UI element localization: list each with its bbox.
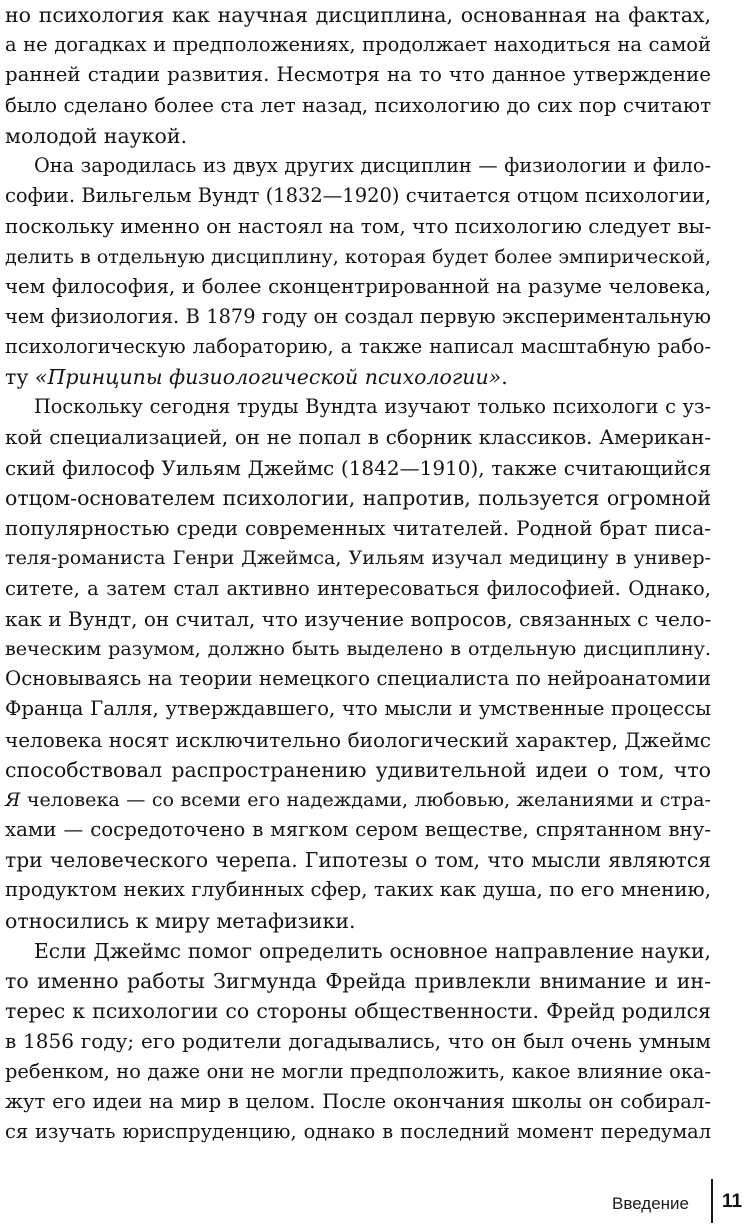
text-line: Франца Галля, утверждавшего, что мысли и умственные процессы [5, 697, 711, 721]
text-fragment: человека — со всеми его надеждами, любовью, желаниями и стра- [20, 787, 711, 811]
text-line: ский философ Уильям Джеймс (1842—1910), также считающийся [5, 455, 711, 480]
page-footer [0, 1183, 745, 1229]
page-body-text [5, 0, 711, 1147]
text-line: отцом-основателем психологии, напротив, пользуется огромной [5, 486, 711, 510]
text-line: Если Джеймс помог определить основное направление науки, [34, 938, 711, 963]
text-line: чем философия, и более сконцентрированной на разуме человека, [5, 274, 711, 298]
paragraph-2 [5, 151, 711, 393]
text-fragment: ту [5, 365, 35, 390]
text-line: Основываясь на теории немецкого специалиста по нейроанатомии [5, 667, 711, 691]
text-line: то именно работы Зигмунда Фрейда привлекли внимание и ин- [5, 969, 711, 993]
text-line: молодой наукой. [5, 123, 188, 148]
text-line: ребенком, но даже они не могли предположить, какое влияние ока- [5, 1059, 711, 1083]
text-line: софии. Вильгельм Вундт (1832—1920) считается отцом психологии, [5, 184, 712, 208]
text-line: веческим разумом, должно быть выделено в отдельную дисциплину. [5, 636, 711, 660]
text-line: в 1856 году; его родители догадывались, что он был очень умным [5, 1029, 711, 1054]
text-line: кой специализацией, он не попал в сборник классиков. Американ- [5, 425, 711, 449]
text-line: а не догадках и предположениях, продолжает находиться на самой [5, 33, 711, 57]
paragraph-3 [5, 392, 711, 935]
text-line: теля-романиста Генри Джеймса, Уильям изучал медицину в универ- [5, 546, 711, 570]
text-line-with-italic-pronoun [5, 785, 711, 815]
text-line: как и Вундт, он считал, что изучение вопросов, связанных с чело- [5, 606, 712, 631]
text-line: жут его идеи на мир в целом. После окончания школы он собирал- [5, 1089, 711, 1113]
book-title: «Принципы физиологической психологии» [34, 365, 502, 390]
text-line: популярностью среди современных читателей. Родной брат писа- [5, 516, 711, 541]
footer-divider [711, 1179, 713, 1223]
paragraph-1 [5, 0, 711, 151]
section-title: Введение [612, 1194, 689, 1213]
text-line: Поскольку сегодня труды Вундта изучают только психологи с уз- [34, 395, 711, 419]
text-line: психологическую лабораторию, а также написал масштабную рабо- [5, 335, 711, 359]
text-line: способствовал распространению удивительной идеи о том, что [5, 757, 711, 782]
text-line: терес к психологии со стороны общественности. Фрейд родился [5, 999, 711, 1024]
text-line: три человеческого черепа. Гипотезы о том, что мысли являются [5, 848, 711, 873]
text-line: человека носят исключительно биологический характер, Джеймс [5, 727, 711, 752]
paragraph-4 [5, 936, 711, 1147]
text-line: делить в отдельную дисциплину, которая будет более эмпирической, [5, 244, 712, 268]
text-line: ся изучать юриспруденцию, однако в последний момент передумал [5, 1119, 711, 1143]
page-number: 11 [722, 1191, 743, 1212]
italic-pronoun: Я [5, 787, 21, 811]
text-line: хами — сосредоточено в мягком сером веществе, спрятанном вну- [5, 818, 711, 842]
text-line: ранней стадии развития. Несмотря на то что данное утверждение [5, 63, 711, 87]
text-line: относились к миру метафизики. [5, 908, 356, 933]
text-fragment: . [501, 365, 508, 390]
text-line: но психология как научная дисциплина, основанная на фактах, [5, 3, 711, 27]
text-line: Она зародилась из двух других дисциплин — физиологии и фило- [34, 153, 711, 177]
text-line: чем физиология. В 1879 году он создал первую экспериментальную [5, 304, 711, 328]
text-line: продуктом неких глубинных сфер, таких как душа, по его мнению, [5, 878, 711, 902]
text-line-with-book-title [5, 362, 711, 392]
text-line: ситете, а затем стал активно интересоваться философией. Однако, [5, 576, 711, 600]
text-line: было сделано более ста лет назад, психологию до сих пор считают [5, 93, 711, 117]
text-line: поскольку именно он настоял на том, что психологию следует вы- [5, 214, 712, 239]
